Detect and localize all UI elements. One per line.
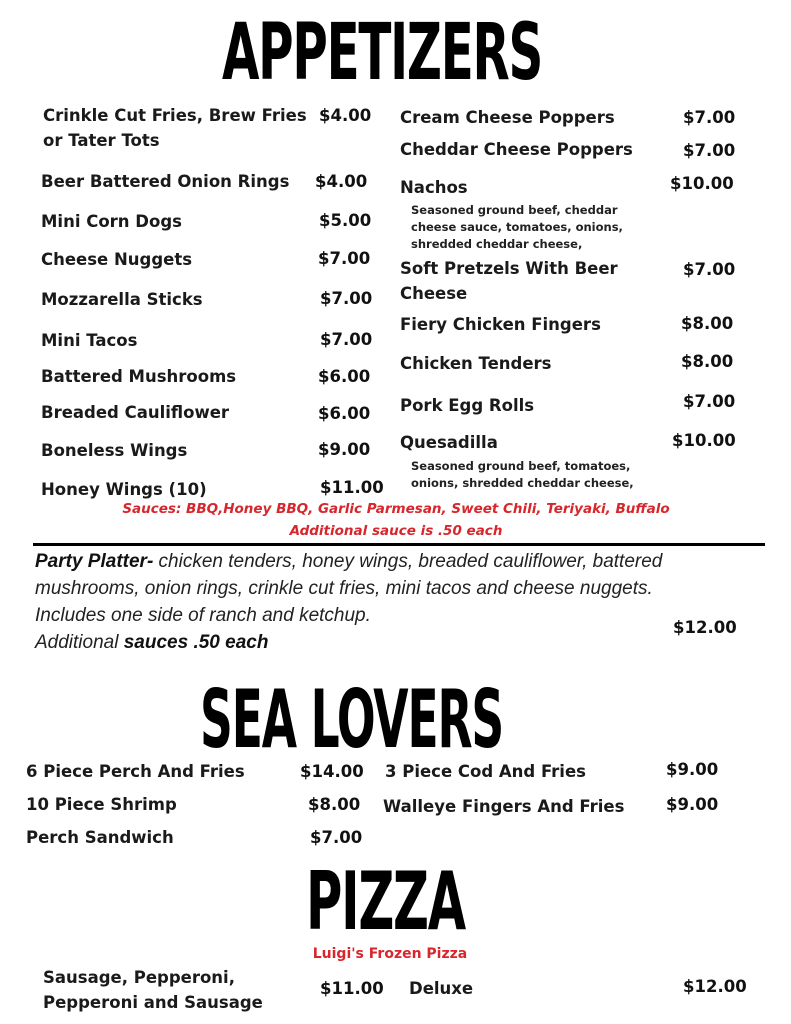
item-battered-mushrooms: Battered Mushrooms — [41, 367, 237, 386]
item-quesadilla: Quesadilla — [400, 433, 498, 452]
price-nachos: $10.00 — [670, 174, 734, 193]
price-crinkle-fries: $4.00 — [319, 106, 372, 125]
price-cream-cheese-poppers: $7.00 — [683, 108, 736, 127]
party-platter-additional-prefix: Additional — [35, 632, 124, 653]
price-sausage-pepperoni: $11.00 — [320, 979, 384, 998]
item-crinkle-fries: Crinkle Cut Fries, Brew Fries or Tater Tots — [43, 106, 307, 150]
price-breaded-cauliflower: $6.00 — [318, 404, 371, 423]
item-pork-egg-rolls: Pork Egg Rolls — [400, 396, 535, 415]
item-10-piece-shrimp: 10 Piece Shrimp — [26, 795, 177, 814]
item-onion-rings: Beer Battered Onion Rings — [41, 172, 290, 191]
additional-sauce-line: Additional sauce is .50 each — [289, 523, 503, 539]
item-cheese-nuggets: Cheese Nuggets — [41, 250, 193, 269]
party-platter-name: Party Platter- — [35, 551, 154, 572]
price-cheddar-cheese-poppers: $7.00 — [683, 141, 736, 160]
item-6-piece-perch: 6 Piece Perch And Fries — [26, 762, 245, 781]
item-soft-pretzels: Soft Pretzels With Beer Cheese — [400, 259, 618, 303]
price-6-piece-perch: $14.00 — [300, 762, 364, 781]
price-perch-sandwich: $7.00 — [310, 828, 363, 847]
party-platter-additional-bold: sauces .50 each — [123, 632, 269, 653]
appetizers-heading: APPETIZERS — [222, 8, 543, 98]
party-platter-text — [35, 548, 675, 656]
item-deluxe: Deluxe — [409, 979, 474, 998]
price-boneless-wings: $9.00 — [318, 440, 371, 459]
item-boneless-wings: Boneless Wings — [41, 441, 188, 460]
pizza-subtitle: Luigi's Frozen Pizza — [312, 946, 468, 962]
item-cheddar-cheese-poppers: Cheddar Cheese Poppers — [400, 140, 633, 159]
item-chicken-tenders: Chicken Tenders — [400, 354, 552, 373]
price-mini-tacos: $7.00 — [320, 330, 373, 349]
price-deluxe: $12.00 — [683, 977, 747, 996]
item-mini-tacos: Mini Tacos — [41, 331, 138, 350]
item-sausage-pepperoni: Sausage, Pepperoni, Pepperoni and Sausage — [43, 968, 263, 1012]
party-platter-description: chicken tenders, honey wings, breaded cauliflower, battered mushrooms, onion rings, crinkle cut fries, mini tacos and cheese nuggets. Includes one side of ranch and ketchup. — [35, 551, 663, 626]
item-cream-cheese-poppers: Cream Cheese Poppers — [400, 108, 615, 127]
item-perch-sandwich: Perch Sandwich — [26, 828, 174, 847]
price-honey-wings: $11.00 — [320, 478, 384, 497]
price-pork-egg-rolls: $7.00 — [683, 392, 736, 411]
price-3-piece-cod: $9.00 — [666, 760, 719, 779]
nachos-description: Seasoned ground beef, cheddar cheese sauce, tomatoes, onions, shredded cheddar cheese, — [411, 203, 623, 251]
item-breaded-cauliflower: Breaded Cauliflower — [41, 403, 230, 422]
price-fiery-chicken-fingers: $8.00 — [681, 314, 734, 333]
item-3-piece-cod: 3 Piece Cod And Fries — [385, 762, 586, 781]
item-walleye-fingers: Walleye Fingers And Fries — [383, 797, 625, 816]
pizza-heading: PIZZA — [306, 855, 465, 948]
price-quesadilla: $10.00 — [672, 431, 736, 450]
price-walleye-fingers: $9.00 — [666, 795, 719, 814]
price-cheese-nuggets: $7.00 — [318, 249, 371, 268]
sauces-line: Sauces: BBQ,Honey BBQ, Garlic Parmesan, Sweet Chili, Teriyaki, Buffalo — [122, 501, 670, 517]
price-mozzarella-sticks: $7.00 — [320, 289, 373, 308]
price-party-platter: $12.00 — [673, 618, 737, 637]
price-mini-corn-dogs: $5.00 — [319, 211, 372, 230]
quesadilla-description: Seasoned ground beef, tomatoes, onions, shredded cheddar cheese, — [411, 459, 634, 490]
item-fiery-chicken-fingers: Fiery Chicken Fingers — [400, 315, 601, 334]
sea-lovers-heading: SEA LOVERS — [200, 673, 504, 766]
item-mozzarella-sticks: Mozzarella Sticks — [41, 290, 203, 309]
price-chicken-tenders: $8.00 — [681, 352, 734, 371]
item-nachos: Nachos — [400, 178, 468, 197]
price-onion-rings: $4.00 — [315, 172, 368, 191]
item-mini-corn-dogs: Mini Corn Dogs — [41, 212, 182, 231]
section-divider — [33, 543, 765, 546]
price-soft-pretzels: $7.00 — [683, 260, 736, 279]
item-honey-wings: Honey Wings (10) — [41, 480, 207, 499]
price-10-piece-shrimp: $8.00 — [308, 795, 361, 814]
price-battered-mushrooms: $6.00 — [318, 367, 371, 386]
